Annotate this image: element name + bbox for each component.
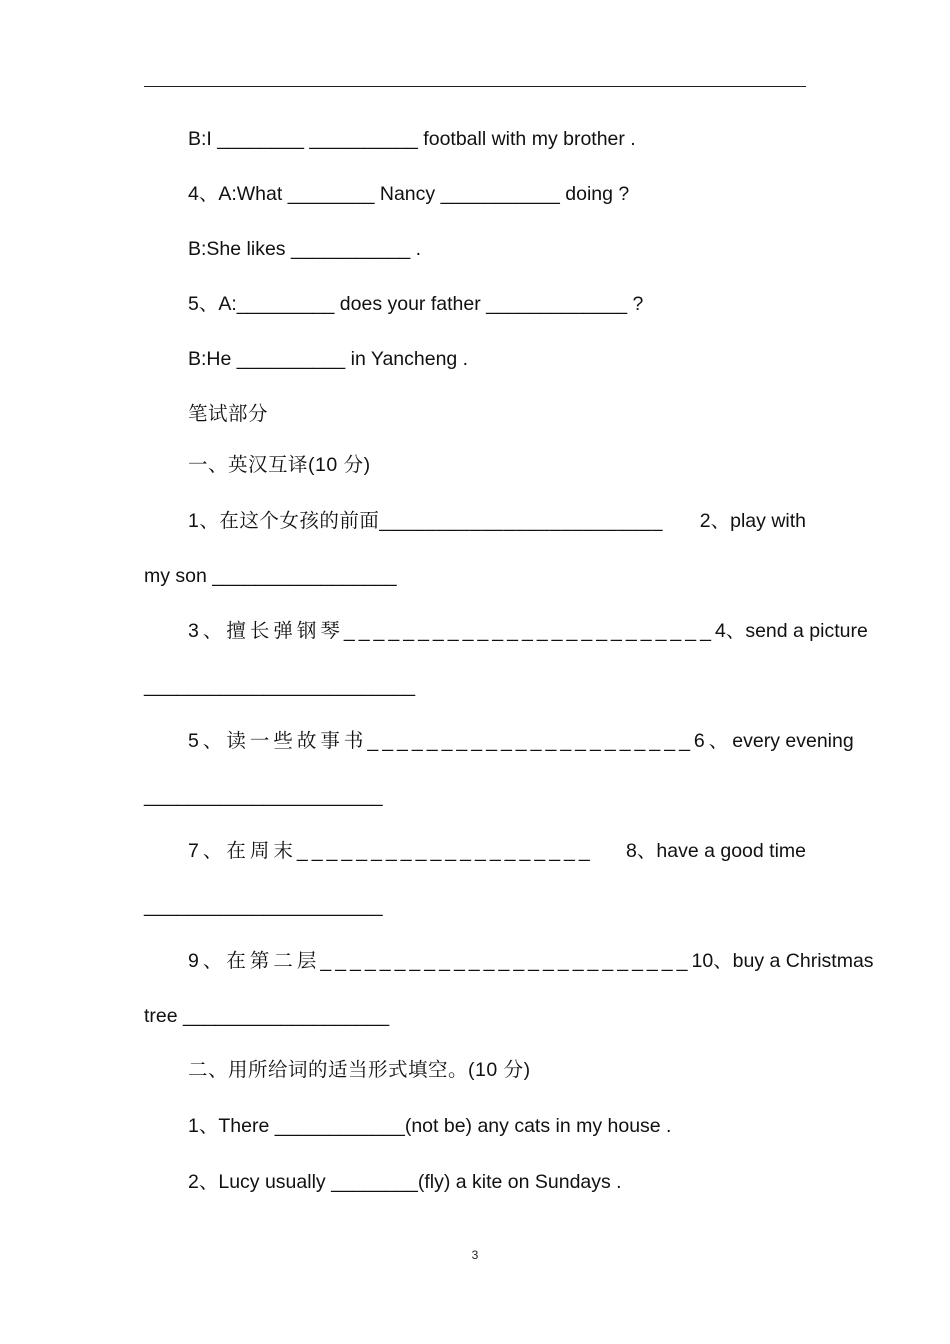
translate-item-4-continued: _________________________ (144, 675, 416, 697)
translate-row-5 (188, 949, 874, 973)
translate-item-9: 9、在第二层_________________________ (188, 950, 692, 972)
translate-item-6-continued: ______________________ (144, 785, 383, 807)
question-5-b: B:He __________ in Yancheng . (188, 348, 469, 370)
section-2-title: 二、用所给词的适当形式填空。(10 分) (188, 1059, 531, 1081)
page-number: 3 (471, 1248, 479, 1262)
translate-item-10-continued: tree ___________________ (144, 1005, 390, 1027)
dialog-line-b3: B:I ________ __________ football with my brother . (188, 128, 636, 150)
fill-in-question-1: 1、There ____________(not be) any cats in my house . (188, 1115, 672, 1137)
translate-item-8: 8、have a good time (626, 840, 806, 862)
translate-item-3: 3、擅长弹钢琴_________________________ (188, 620, 715, 642)
translate-row-1 (188, 509, 806, 533)
translate-item-6: every evening (732, 730, 854, 752)
fill-in-question-2: 2、Lucy usually ________(fly) a kite on Sundays . (188, 1171, 622, 1193)
translate-item-2-continued: my son _________________ (144, 565, 397, 587)
translate-item-10: 10、buy a Christmas (691, 950, 874, 972)
translate-item-8-continued: ______________________ (144, 895, 383, 917)
top-divider-line (144, 86, 806, 87)
question-4-a: 4、A:What ________ Nancy ___________ doing ? (188, 183, 630, 205)
translate-item-1: 1、在这个女孩的前面_________________________ (188, 510, 663, 532)
translate-item-4: 4、send a picture (714, 620, 868, 642)
section-1-title: 一、英汉互译(10 分) (188, 454, 371, 476)
translate-row-3 (188, 729, 854, 753)
translate-item-5: 5、读一些故事书______________________6、 (188, 730, 733, 752)
section-written-heading: 笔试部分 (188, 403, 269, 425)
translate-row-2 (188, 619, 868, 643)
question-4-b: B:She likes ___________ . (188, 238, 422, 260)
translate-item-2: 2、play with (699, 510, 806, 532)
translate-row-4 (188, 839, 806, 863)
question-5-a: 5、A:_________ does your father _____________ ? (188, 293, 644, 315)
translate-item-7: 7、在周末____________________ (188, 840, 594, 862)
